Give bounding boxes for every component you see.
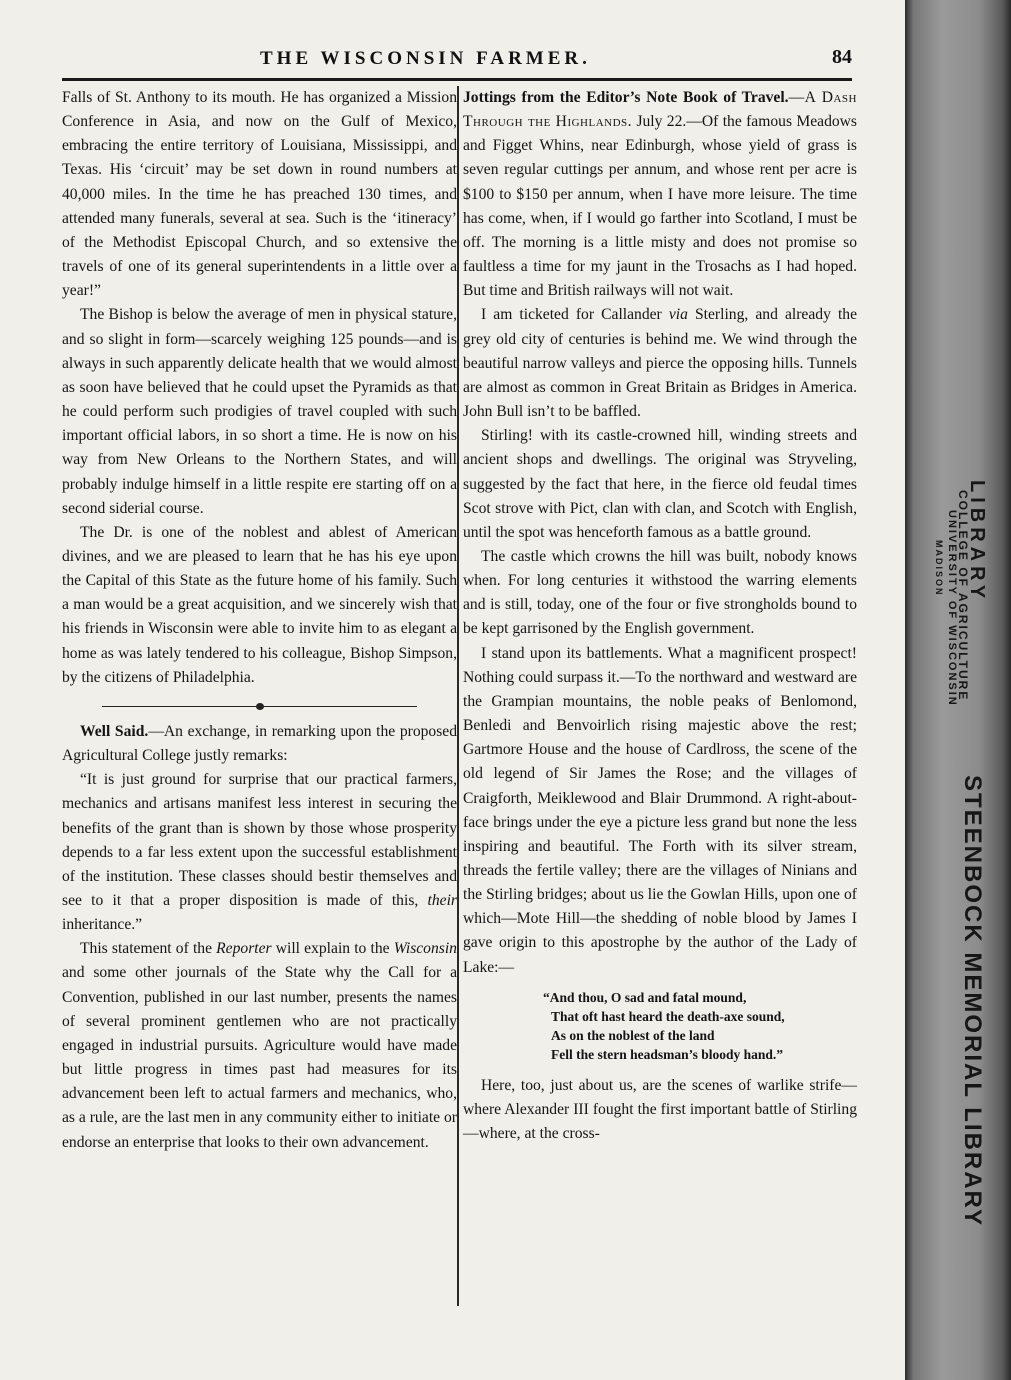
section-divider [62, 690, 457, 720]
callander-text-b: Sterling, and already the grey old city of centuries is behind me. We wind through the beautiful narrow valleys and pierce the opposing hills. Tunnels are almost as common in Great Britain as Bridges in America. John Bull isn’t to be baffled. [463, 306, 858, 421]
quote-text: “It is just ground for surprise that our practical farmers, mechanics and artisans manifest less interest in securing the benefits of the grant than is shown by those whose prosperity depends to a far less extent upon the successful establishment of the institution. These classes should bestir themselves and see to it that a proper disposition is made of this, [62, 771, 457, 909]
left-paragraph-1: Falls of St. Anthony to its mouth. He has organized a Mission Conference in Asia, and now on the Gulf of Mexico, embracing the entire territory of Louisiana, Mississippi, and Texas. His ‘circuit’ may be set down in round numbers at 40,000 miles. In the time he has preached 130 times, and attended many funerals, several at sea. Such is the ‘itineracy’ of the Methodist Episcopal Church, and so extensive the travels of one of its general superintendents in a little over a year!” [62, 89, 457, 300]
well-said-heading: Well Said. [80, 722, 149, 740]
warlike-paragraph: Here, too, just about us, are the scenes of warlike strife—where Alexander III fought the first important battle of Stirling—where, at the cross- [463, 1076, 857, 1143]
wisconsin-italic: Wisconsin [393, 940, 457, 958]
poem-line: “And thou, O sad and fatal mound, [543, 989, 747, 1005]
via-italic: via [668, 306, 688, 324]
well-said-paragraph [62, 720, 457, 768]
reporter-text-a: This statement of the [80, 940, 217, 958]
reporter-italic: Reporter [216, 940, 272, 958]
stamp-line-university: UNIVERSITY OF WISCONSIN [946, 510, 958, 707]
poem-quote [543, 988, 857, 1064]
page-number: 84 [832, 46, 852, 68]
poem-line: That oft hast heard the death-axe sound, [551, 1008, 785, 1024]
running-title: THE WISCONSIN FARMER. [260, 48, 591, 69]
quoted-paragraph [62, 768, 457, 937]
stamp-line-madison: MADISON [934, 540, 944, 597]
header-rule [62, 78, 852, 81]
jottings-body: July 22.—Of the famous Meadows and Figget Whins, near Edinburgh, whose yield of grass is seven regular cuttings per annum, and whose rent per acre is $100 to $150 per annum, when I have more leisure. The time has come, when, if I would go farther into Scotland, I must be off. The morning is a little misty and does not promise so faultless a time for my jaunt in the Trosachs as I had hoped. But time and British railways will not wait. [463, 113, 858, 300]
quote-text-end: inheritance.” [62, 916, 143, 934]
reporter-text-b: will explain to the [271, 940, 394, 958]
jottings-subheading: —A Dash Through the Highlands. [463, 89, 857, 131]
right-column [463, 86, 857, 1146]
well-said-intro: —An exchange, in remarking upon the proposed Agricultural College justly remarks: [62, 722, 457, 765]
castle-paragraph: The castle which crowns the hill was built, nobody knows when. For long centuries it withstood the warring elements and is still, today, one of the four or five strongholds bound to be kept garrisoned by the English government. [463, 547, 857, 638]
poem-line: Fell the stern headsman’s bloody hand.” [551, 1046, 784, 1062]
column-divider [457, 86, 459, 1306]
stirling-paragraph: Stirling! with its castle-crowned hill, winding streets and ancient shops and dwellings. The original was Stryveling, suggested by the fact that here, in the fierce old feudal times Scot strove with Pict, clan with clan, and Scotch with English, until the spot was henceforth famous as a battle ground. [463, 427, 857, 541]
callander-text-a: I am ticketed for Callander [481, 306, 669, 324]
battlements-paragraph: I stand upon its battlements. What a magnificent prospect! Nothing could surpass it.—To the northward and westward are the Grampian mountains, the noble peaks of Benlomond, Benledi and Benvoirlich rising majestic above the rest; Gartmore House and the house of Cardlross, the scene of the old legend of Sir James the Rose; and the villages of Craigforth, Meiklewood and Blair Drummond. A right-about-face brings under the eye a picture less grand but none the less inspiring and beautiful. The Forth with its silver stream, threads the fertile valley; there are the villages of Ninians and the Stirling bridges; about us lie the Gowlan Hills, upon one of which—Mote Hill—the shedding of noble blood by James I gave origin to this apostrophe by the author of the Lady of Lake:— [463, 644, 857, 976]
reporter-text-c: and some other journals of the State why the Call for a Convention, published in our last number, presents the names of several prominent gentlemen who are not practically engaged in industrial pursuits. Agriculture would have made but little progress in times past had measures for its advancement been left to actual farmers and mechanics, who, as a rule, are the last men in any community either to initiate or endorse an enterprise that looks to their own advancement. [62, 964, 457, 1151]
quote-emphasis: their [427, 892, 457, 909]
reporter-paragraph [62, 937, 457, 1154]
stamp-line-library: LIBRARY [966, 480, 988, 604]
page-header [60, 46, 860, 76]
library-stamp [930, 480, 990, 1300]
left-paragraph-3: The Dr. is one of the noblest and ablest of American divines, and we are pleased to learn that he has his eye upon the Capital of this State as the future home of his family. Such a man would be a great acquisition, and we sincerely wish that his friends in Wisconsin were able to invite him to as elegant a home as was lately tendered to his colleague, Bishop Simpson, by the citizens of Philadelphia. [62, 523, 457, 686]
stamp-line-steenbock: STEENBOCK MEMORIAL LIBRARY [959, 775, 986, 1228]
stamp-line-college: COLLEGE OF AGRICULTURE [956, 490, 970, 702]
jottings-paragraph [463, 86, 857, 303]
callander-paragraph [463, 303, 857, 424]
left-column [62, 86, 457, 1155]
jottings-heading: Jottings from the Editor’s Note Book of Travel. [463, 89, 789, 106]
poem-line: As on the noblest of the land [551, 1027, 715, 1043]
left-paragraph-2: The Bishop is below the average of men in physical stature, and so slight in form—scarcely weighing 125 pounds—and is always in such apparently delicate health that we would almost as soon have believed that he could upset the Pyramids as that he could perform such prodigies of travel coupled with such important official labors, in so short a time. He is now on his way from New Orleans to the Northern States, and will probably indulge himself in a little respite ere starting off on a second siderial course. [62, 306, 457, 517]
